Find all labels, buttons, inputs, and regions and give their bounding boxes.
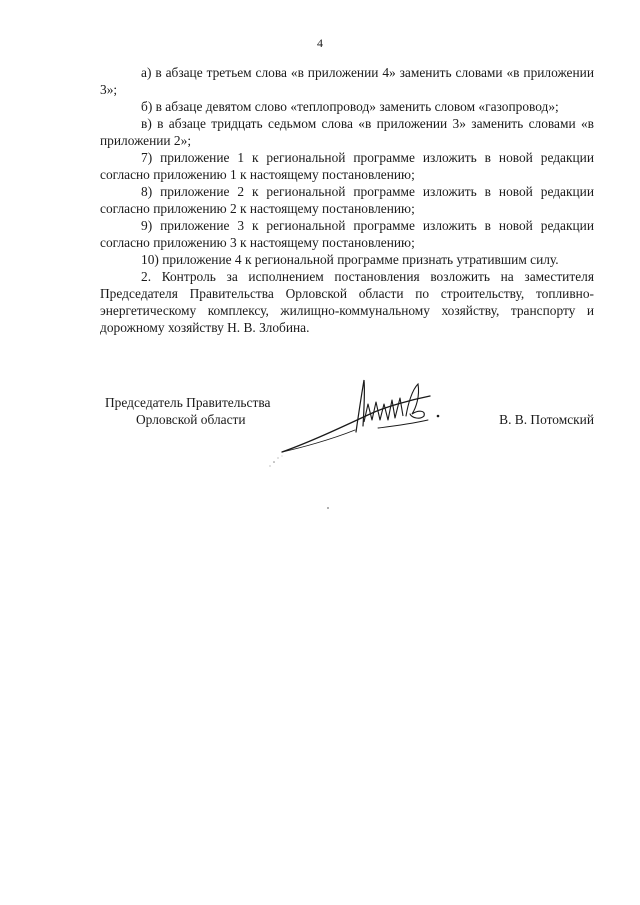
paragraph-item-10: 10) приложение 4 к региональной программе признать утратившим силу.: [141, 252, 559, 267]
paragraph-item-b: б) в абзаце девятом слово «теплопровод» заменить словом «газопровод»;: [141, 99, 559, 114]
paragraph-clause-2: 2. Контроль за исполнением постановления возложить на заместителя Председателя Правительства Орловской области по строительству, топливно-энергетическому комплексу, жилищно-коммунальному хозяйству, транспорту и дорожному хозяйству Н. В. Злобина.: [100, 269, 594, 335]
paragraph-item-9: 9) приложение 3 к региональной программе изложить в новой редакции согласно приложению 3 к настоящему постановлению;: [100, 218, 594, 250]
paragraph-item-a: а) в абзаце третьем слова «в приложении 4» заменить словами «в приложении 3»;: [100, 65, 594, 97]
handwritten-signature: [260, 370, 460, 470]
signatory-name: В. В. Потомский: [499, 412, 594, 427]
signatory-position-line2: Орловской области: [136, 412, 246, 427]
paragraph-item-v: в) в абзаце тридцать седьмом слова «в приложении 3» заменить словами «в приложении 2»;: [100, 116, 594, 148]
paragraph-item-8: 8) приложение 2 к региональной программе изложить в новой редакции согласно приложению 2 к настоящему постановлению;: [100, 184, 594, 216]
signatory-position-line1: Председатель Правительства: [105, 395, 271, 410]
paragraph-item-7: 7) приложение 1 к региональной программе изложить в новой редакции согласно приложению 1 к настоящему постановлению;: [100, 150, 594, 182]
scan-speck: [327, 507, 329, 509]
page-number: 4: [317, 36, 323, 50]
